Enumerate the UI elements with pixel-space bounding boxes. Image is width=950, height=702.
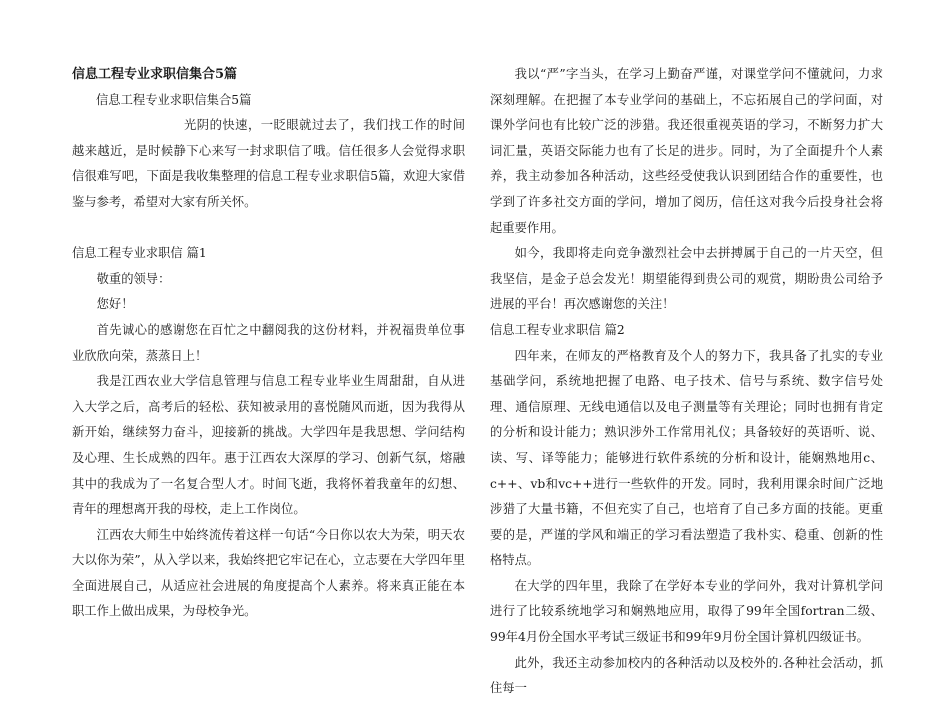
intro-paragraph: 光阴的快速，一眨眼就过去了，我们找工作的时间越来越近，是时候静下心来写一封求职信了哦。信任很多人会觉得求职信很难写吧，下面是我收集整理的信息工程专业求职信5篇，欢迎大家借鉴与参考，希望对大家有所关怀。 (72, 118, 465, 209)
section-heading-2: 信息工程专业求职信 篇2 (490, 322, 625, 337)
document-title: 信息工程专业求职信集合5篇 (72, 67, 238, 82)
body-paragraph: 四年来，在师友的严格教育及个人的努力下，我具备了扎实的专业基础学问，系统地把握了电路、电子技术、信号与系统、数字信号处理、通信原理、无线电通信以及电子测量等有关理论；同时也拥有肯定的分析和设计能力；熟识涉外工作常用礼仪；具备较好的英语听、说、读、写、译等能力；能够进行软件系统的分析和设计，能娴熟地用c、c++、vb和vc++进行一些软件的开发。同时，我利用课余时间广泛地涉猎了大量书籍，不但充实了自己，也培育了自己多方面的技能。更重要的是，严谨的学风和端正的学习看法塑造了我朴实、稳重、创新的性格特点。 (490, 348, 883, 568)
body-paragraph: 我以“严”字当头，在学习上勤奋严谨，对课堂学问不懂就问，力求深刻理解。在把握了本专业学问的基础上，不忘拓展自己的学问面，对课外学问也有比较广泛的涉猎。我还很重视英语的学习，不断努力扩大词汇量，英语交际能力也有了长足的进步。同时，为了全面提升个人素养，我主动参加各种活动，这些经受使我认识到团结合作的重要性，也学到了许多社交方面的学问，增加了阅历，信任这对我今后投身社会将起重要作用。 (490, 67, 883, 235)
section-gap (72, 216, 465, 242)
salutation: 敬重的领导： (96, 271, 171, 286)
document-subtitle: 信息工程专业求职信集合5篇 (96, 92, 252, 107)
right-column (490, 62, 883, 702)
body-paragraph: 在大学的四年里，我除了在学好本专业的学问外，我对计算机学问进行了比较系统地学习和娴熟地应用，取得了99年全国fortran二级、99年4月份全国水平考试三级证书和99年9月份全国计算机四级证书。 (490, 578, 883, 645)
body-paragraph: 首先诚心的感谢您在百忙之中翻阅我的这份材料，并祝福贵单位事业欣欣向荣，蒸蒸日上！ (72, 322, 465, 363)
greeting: 您好！ (96, 297, 134, 312)
section-heading-1: 信息工程专业求职信 篇1 (72, 246, 207, 261)
body-paragraph: 如今，我即将走向竞争激烈社会中去拼搏属于自己的一片天空，但我坚信，是金子总会发光！期望能得到贵公司的观赏，期盼贵公司给予进展的平台！再次感谢您的关注！ (490, 246, 883, 312)
body-paragraph: 此外，我还主动参加校内的各种活动以及校外的.各种社会活动，抓住每一 (490, 655, 883, 696)
left-column (72, 62, 465, 625)
body-paragraph: 我是江西农业大学信息管理与信息工程专业毕业生周甜甜，自从进入大学之后，高考后的轻松、获知被录用的喜悦随风而逝，因为我得从新开始，继续努力奋斗，迎接新的挑战。大学四年是我思想、学问结构及心理、生长成熟的四年。惠于江西农大深厚的学习、创新气氛，熔融其中的我成为了一名复合型人才。时间飞逝，我将怀着我童年的幻想、青年的理想离开我的母校，走上工作岗位。 (72, 374, 465, 517)
body-paragraph: 江西农大师生中始终流传着这样一句话“今日你以农大为荣，明天农大以你为荣”，从入学以来，我始终把它牢记在心，立志要在大学四年里全面进展自己，从适应社会进展的角度提高个人素养。将来真正能在本职工作上做出成果，为母校争光。 (72, 527, 465, 619)
